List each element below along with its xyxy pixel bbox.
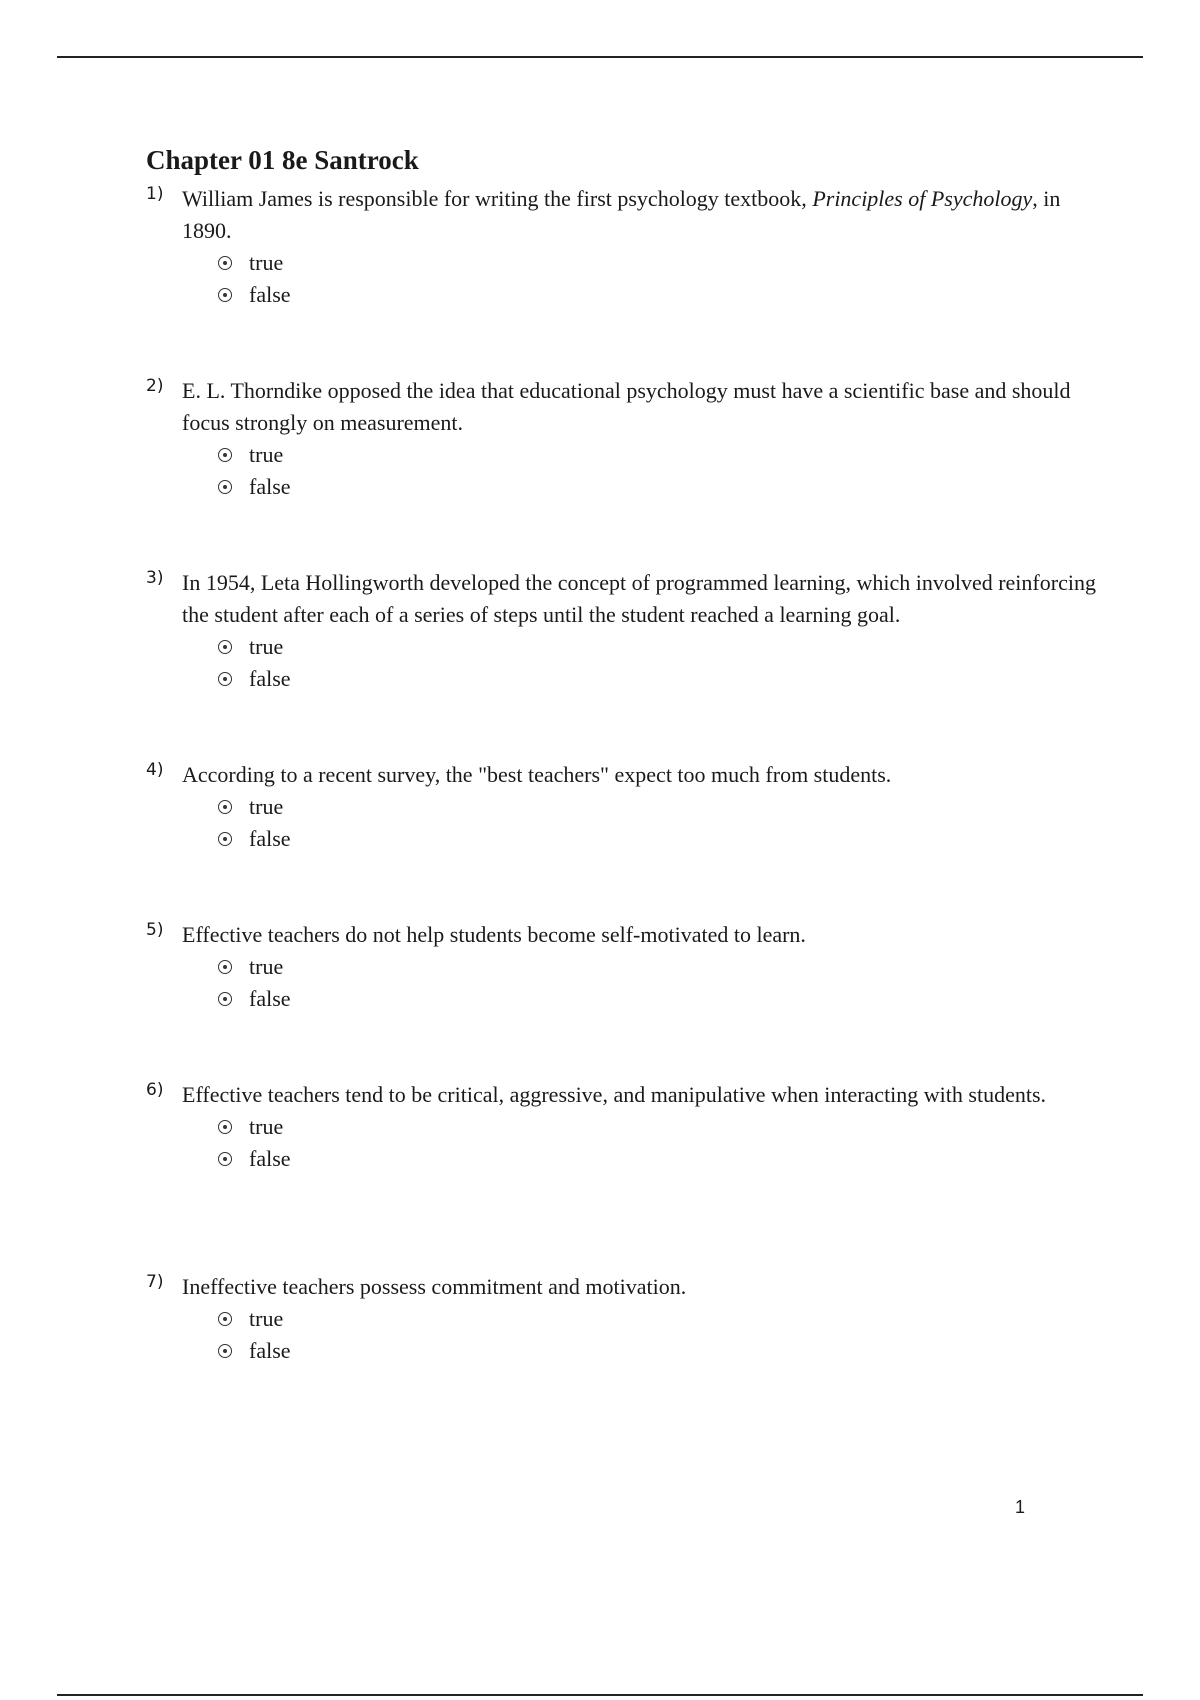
question-number: 4) xyxy=(146,760,164,780)
question-text: William James is responsible for writing the first psychology textbook, Principles of Psychology, in 1890. xyxy=(182,186,1061,243)
option-true[interactable] xyxy=(218,631,1106,663)
chapter-title: Chapter 01 8e Santrock xyxy=(146,145,419,175)
option-label: true xyxy=(249,250,284,275)
answer-options xyxy=(218,1111,1106,1175)
top-rule xyxy=(57,56,1143,58)
radio-icon[interactable] xyxy=(218,448,232,462)
option-false[interactable] xyxy=(218,823,1106,855)
answer-options xyxy=(218,247,1106,311)
option-label: true xyxy=(249,442,284,467)
option-label: false xyxy=(249,666,291,691)
radio-icon[interactable] xyxy=(218,640,232,654)
radio-icon[interactable] xyxy=(218,480,232,494)
option-label: false xyxy=(249,1146,291,1171)
radio-icon[interactable] xyxy=(218,1120,232,1134)
option-true[interactable] xyxy=(218,247,1106,279)
page-number: 1 xyxy=(1015,1497,1026,1517)
radio-icon[interactable] xyxy=(218,992,232,1006)
book-title: Principles of Psychology xyxy=(812,186,1033,211)
option-label: false xyxy=(249,986,291,1011)
radio-icon[interactable] xyxy=(218,1152,232,1166)
radio-icon[interactable] xyxy=(218,832,232,846)
option-label: true xyxy=(249,954,284,979)
radio-icon[interactable] xyxy=(218,672,232,686)
question-1 xyxy=(146,183,1106,311)
option-label: false xyxy=(249,474,291,499)
answer-options xyxy=(218,1303,1106,1367)
option-true[interactable] xyxy=(218,791,1106,823)
option-label: false xyxy=(249,282,291,307)
answer-options xyxy=(218,791,1106,855)
radio-icon[interactable] xyxy=(218,1312,232,1326)
question-number: 1) xyxy=(146,184,164,204)
radio-icon[interactable] xyxy=(218,256,232,270)
question-number: 3) xyxy=(146,568,164,588)
option-false[interactable] xyxy=(218,983,1106,1015)
option-false[interactable] xyxy=(218,471,1106,503)
question-text: According to a recent survey, the "best teachers" expect too much from students. xyxy=(182,762,892,787)
option-label: true xyxy=(249,634,284,659)
option-label: true xyxy=(249,794,284,819)
question-2 xyxy=(146,375,1106,503)
option-label: false xyxy=(249,1338,291,1363)
question-5 xyxy=(146,919,1106,1015)
answer-options xyxy=(218,439,1106,503)
radio-icon[interactable] xyxy=(218,1344,232,1358)
option-true[interactable] xyxy=(218,1303,1106,1335)
option-false[interactable] xyxy=(218,663,1106,695)
option-true[interactable] xyxy=(218,1111,1106,1143)
option-label: true xyxy=(249,1114,284,1139)
answer-options xyxy=(218,631,1106,695)
question-4 xyxy=(146,759,1106,855)
option-true[interactable] xyxy=(218,439,1106,471)
option-false[interactable] xyxy=(218,279,1106,311)
question-7 xyxy=(146,1271,1106,1367)
option-false[interactable] xyxy=(218,1143,1106,1175)
question-text: Ineffective teachers possess commitment and motivation. xyxy=(182,1274,687,1299)
question-text: E. L. Thorndike opposed the idea that educational psychology must have a scientific base and should focus strongly on measurement. xyxy=(182,378,1071,435)
option-true[interactable] xyxy=(218,951,1106,983)
radio-icon[interactable] xyxy=(218,960,232,974)
question-number: 2) xyxy=(146,376,164,396)
radio-icon[interactable] xyxy=(218,288,232,302)
radio-icon[interactable] xyxy=(218,800,232,814)
answer-options xyxy=(218,951,1106,1015)
bottom-rule xyxy=(57,1694,1143,1696)
question-text: In 1954, Leta Hollingworth developed the concept of programmed learning, which involved reinforcing the student after each of a series of steps until the student reached a learning goal. xyxy=(182,570,1096,627)
option-label: false xyxy=(249,826,291,851)
question-text: Effective teachers tend to be critical, aggressive, and manipulative when interacting with students. xyxy=(182,1082,1047,1107)
question-6 xyxy=(146,1079,1106,1175)
question-number: 7) xyxy=(146,1272,164,1292)
question-3 xyxy=(146,567,1106,695)
option-false[interactable] xyxy=(218,1335,1106,1367)
question-number: 6) xyxy=(146,1080,164,1100)
question-number: 5) xyxy=(146,920,164,940)
option-label: true xyxy=(249,1306,284,1331)
question-text: Effective teachers do not help students become self-motivated to learn. xyxy=(182,922,806,947)
